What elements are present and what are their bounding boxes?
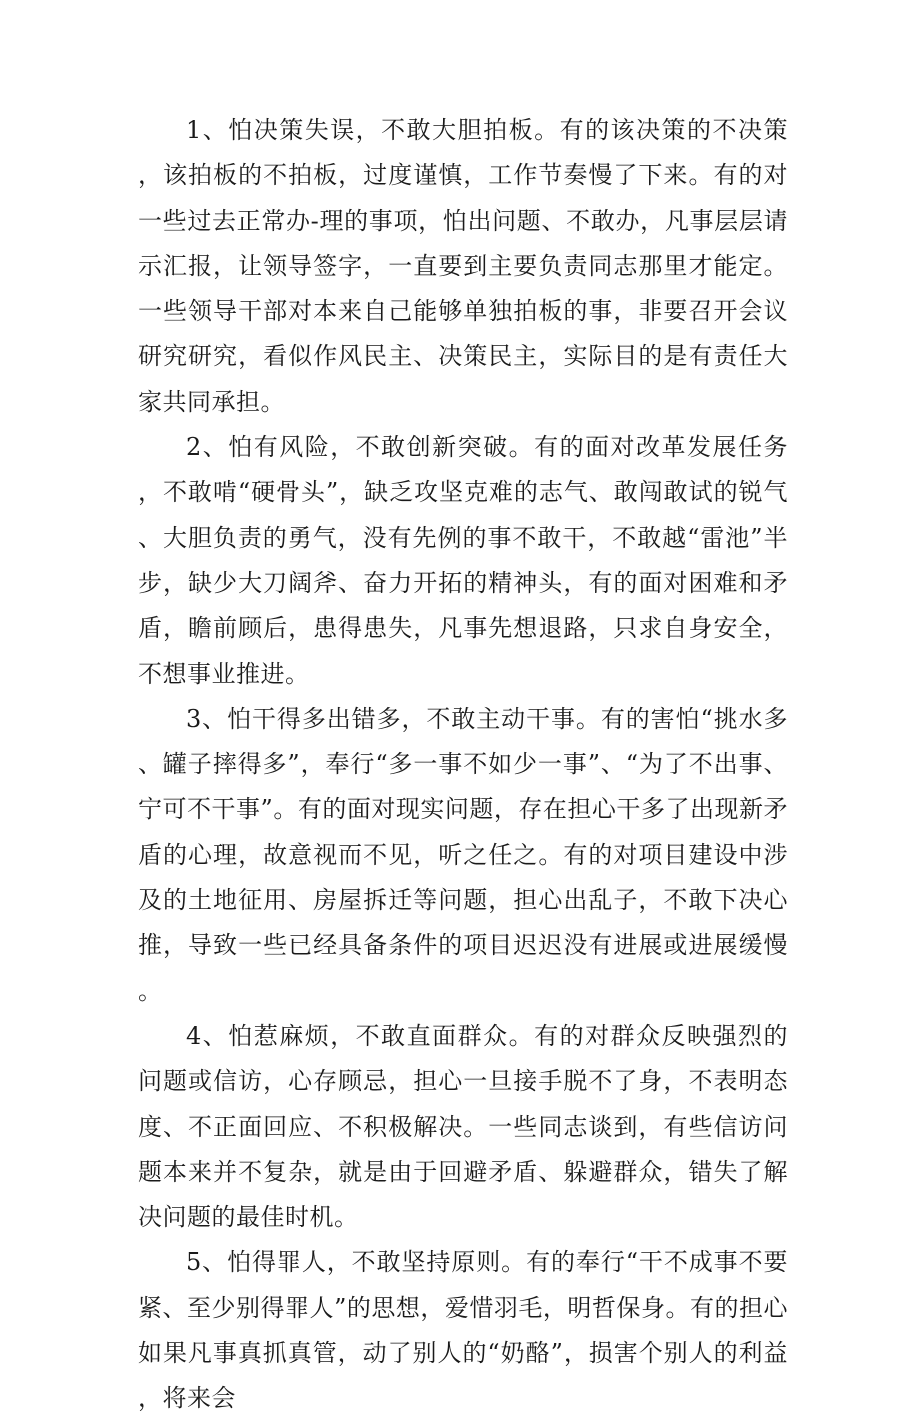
paragraph-4: 4、怕惹麻烦，不敢直面群众。有的对群众反映强烈的问题或信访，心存顾忌，担心一旦接手脱不了身，不表明态度、不正面回应、不积极解决。一些同志谈到，有些信访问题本来并不复杂，就是由于回避矛盾、躲避群众，错失了解决问题的最佳时机。: [138, 1021, 788, 1232]
paragraph-2: 2、怕有风险，不敢创新突破。有的面对改革发展任务，不敢啃“硬骨头”，缺乏攻坚克难的志气、敢闯敢试的锐气、大胆负责的勇气，没有先例的事不敢干，不敢越“雷池”半步，缺少大刀阔斧、奋力开拓的精神头，有的面对困难和矛盾，瞻前顾后，患得患失，凡事先想退路，只求自身安全，不想事业推进。: [138, 433, 788, 688]
document-body: [138, 108, 788, 1422]
paragraph-5: 5、怕得罪人，不敢坚持原则。有的奉行“干不成事不要紧、至少别得罪人”的思想，爱惜羽毛，明哲保身。有的担心如果凡事真抓真管，动了别人的“奶酪”，损害个别人的利益，将来会: [138, 1248, 788, 1413]
paragraph-3: 3、怕干得多出错多，不敢主动干事。有的害怕“挑水多、罐子摔得多”，奉行“多一事不如少一事”、“为了不出事、宁可不干事”。有的面对现实问题，存在担心干多了出现新矛盾的心理，故意视而不见，听之任之。有的对项目建设中涉及的土地征用、房屋拆迁等问题，担心出乱子，不敢下决心推，导致一些已经具备条件的项目迟迟没有进展或进展缓慢。: [138, 704, 788, 1005]
paragraph-1: 1、怕决策失误，不敢大胆拍板。有的该决策的不决策，该拍板的不拍板，过度谨慎，工作节奏慢了下来。有的对一些过去正常办-理的事项，怕出问题、不敢办，凡事层层请示汇报，让领导签字，一直要到主要负责同志那里才能定。一些领导干部对本来自己能够单独拍板的事，非要召开会议研究研究，看似作风民主、决策民主，实际目的是有责任大家共同承担。: [138, 116, 788, 416]
